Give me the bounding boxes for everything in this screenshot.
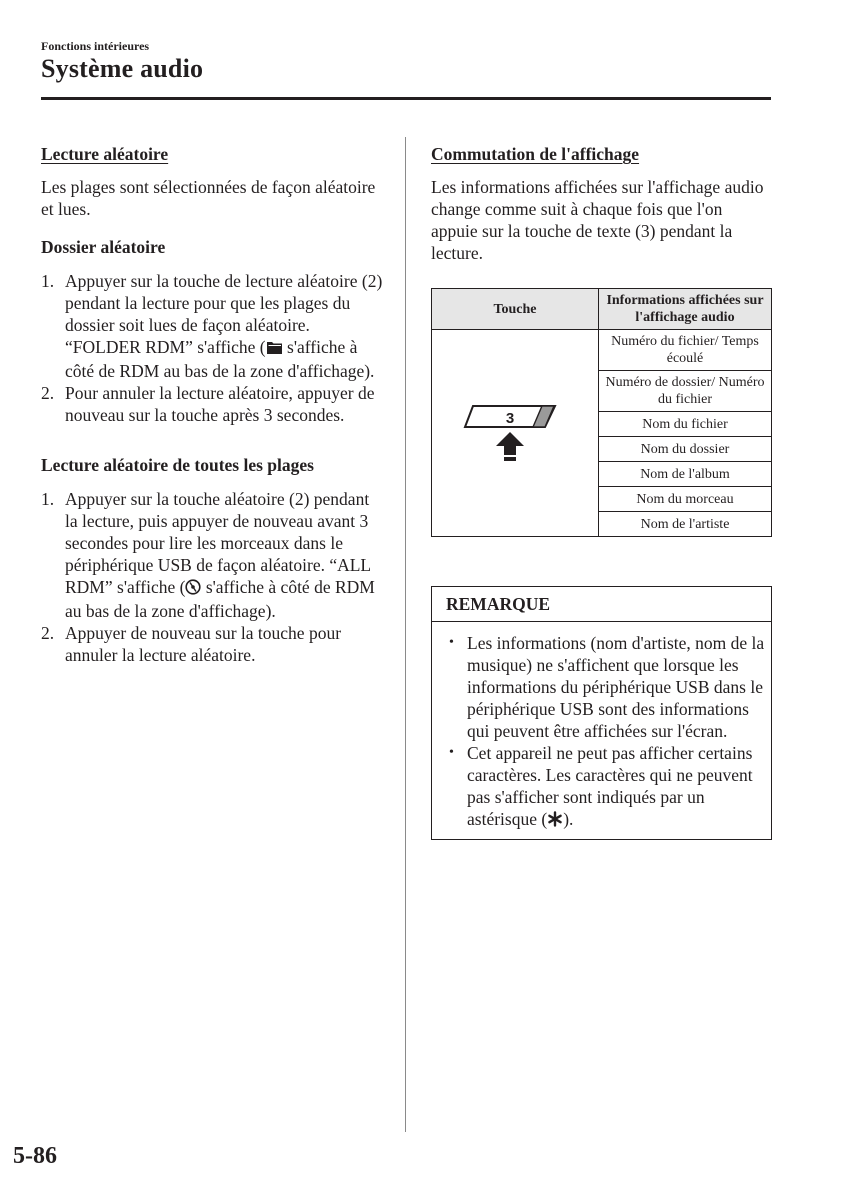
folder-icon xyxy=(266,338,283,360)
folder-random-heading: Dossier aléatoire xyxy=(41,237,166,257)
left-column xyxy=(41,143,386,666)
list-item xyxy=(41,270,386,382)
random-play-intro: Les plages sont sélectionnées de façon aléatoire et lues. xyxy=(41,177,376,219)
title-rule xyxy=(41,97,771,100)
step-text: Appuyer sur la touche aléatoire (2) pendant la lecture, puis appuyer de nouveau avant 3 secondes pour lire les morceaux dans le périphérique USB de façon aléatoire. “ALL RDM” s'affiche ( xyxy=(65,489,371,597)
page-title: Système audio xyxy=(41,54,204,83)
note-text: Les informations (nom d'artiste, nom de la musique) ne s'affichent que lorsque les informations du périphérique USB dans le périphérique USB sont des informations qui peuvent être affichées sur l'écran. xyxy=(467,633,765,741)
step-text: Pour annuler la lecture aléatoire, appuyer de nouveau sur la touche après 3 secondes. xyxy=(65,383,375,425)
text-button-illustration xyxy=(463,403,567,463)
table-header-key: Touche xyxy=(432,289,599,330)
list-item xyxy=(41,488,386,622)
arrow-up-icon xyxy=(496,432,524,461)
table-row xyxy=(432,330,772,371)
table-cell: Numéro du fichier/ Temps écoulé xyxy=(599,330,772,371)
step-number: 2. xyxy=(41,623,55,643)
key-cell xyxy=(432,330,599,537)
step-number: 2. xyxy=(41,383,55,403)
step-text-cont: s'affiche à côté de RDM au bas de la zone d'affichage). xyxy=(65,337,375,381)
note-box xyxy=(431,586,772,840)
table-cell: Nom du morceau xyxy=(599,487,772,512)
table-cell: Nom de l'artiste xyxy=(599,512,772,537)
display-info-table xyxy=(431,288,772,537)
display-switch-heading: Commutation de l'affichage xyxy=(431,144,640,164)
note-text-cont: ). xyxy=(563,809,574,829)
folder-random-steps xyxy=(41,270,386,426)
table-cell: Nom de l'album xyxy=(599,462,772,487)
asterisk-icon xyxy=(547,810,563,832)
section-label: Fonctions intérieures xyxy=(41,39,150,53)
step-number: 1. xyxy=(41,271,55,291)
display-switch-intro: Les informations affichées sur l'affichage audio change comme suit à chaque fois que l'on appuie sur la touche de texte (3) pendant la lecture. xyxy=(431,177,764,263)
disc-icon xyxy=(185,578,201,600)
list-item xyxy=(41,382,386,426)
right-column xyxy=(431,143,772,840)
note-text: Cet appareil ne peut pas afficher certains caractères. Les caractères qui ne peuvent pas s'afficher sont indiqués par un astérisque ( xyxy=(467,743,753,829)
note-list xyxy=(432,622,771,839)
bullet-icon: • xyxy=(449,635,454,650)
all-random-steps xyxy=(41,488,386,666)
step-text: Appuyer sur la touche de lecture aléatoire (2) pendant la lecture pour que les plages du dossier soit lues de façon aléatoire. “FOLDER RDM” s'affiche ( xyxy=(65,271,383,357)
page-number: 5-86 xyxy=(13,1143,57,1169)
table-cell: Nom du dossier xyxy=(599,437,772,462)
table-cell: Nom du fichier xyxy=(599,412,772,437)
list-item xyxy=(448,632,765,742)
list-item xyxy=(41,622,386,666)
random-play-heading: Lecture aléatoire xyxy=(41,144,169,164)
table-cell: Numéro de dossier/ Numéro du fichier xyxy=(599,371,772,412)
column-divider xyxy=(405,137,406,1132)
bullet-icon: • xyxy=(449,745,454,760)
note-title: REMARQUE xyxy=(432,587,771,622)
list-item xyxy=(448,742,765,832)
key-label: 3 xyxy=(505,410,515,427)
step-text: Appuyer de nouveau sur la touche pour annuler la lecture aléatoire. xyxy=(65,623,342,665)
table-header-info: Informations affichées sur l'affichage audio xyxy=(599,289,772,330)
all-random-heading: Lecture aléatoire de toutes les plages xyxy=(41,455,314,475)
step-number: 1. xyxy=(41,489,55,509)
step-text-cont: s'affiche à côté de RDM au bas de la zone d'affichage). xyxy=(65,577,375,621)
